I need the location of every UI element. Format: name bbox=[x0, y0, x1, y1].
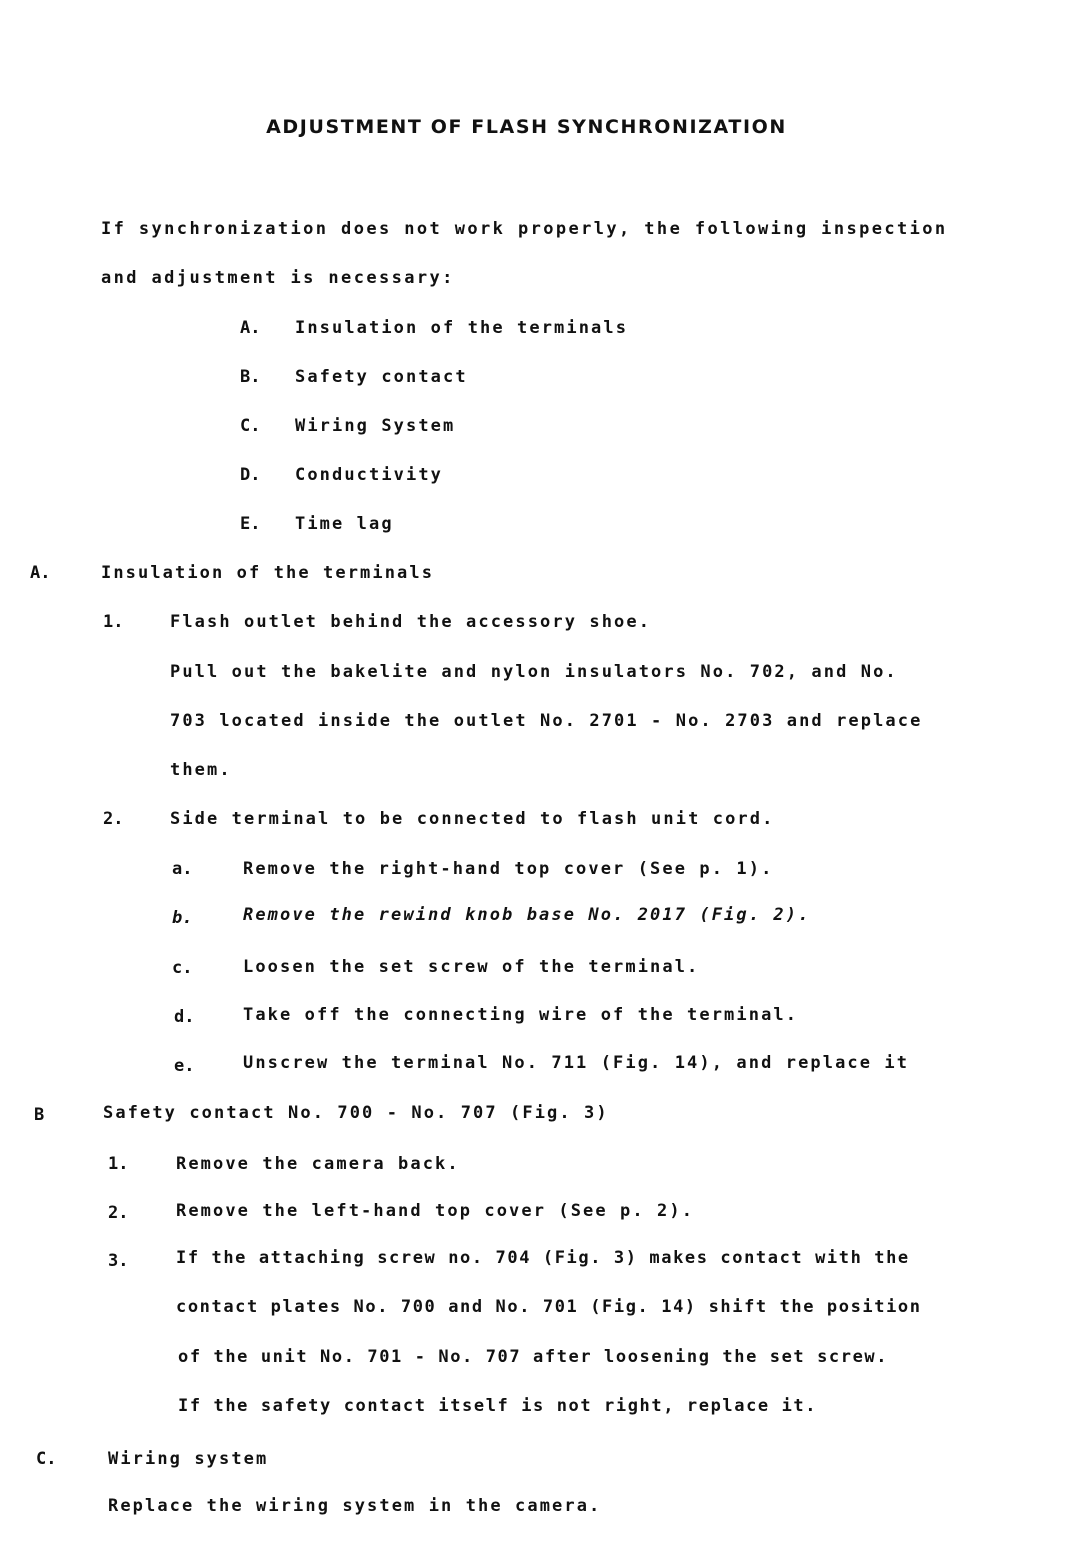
section-b-item-3-line-1: If the attaching screw no. 704 (Fig. 3) makes contact with the bbox=[176, 1248, 910, 1268]
step-a-text: Remove the right-hand top cover (See p. 1). bbox=[243, 859, 774, 879]
section-b-item-3-marker: 3. bbox=[108, 1251, 129, 1271]
section-b-item-1-marker: 1. bbox=[108, 1154, 129, 1174]
section-b-marker: B bbox=[34, 1105, 45, 1125]
toc-item-e: Time lag bbox=[295, 514, 394, 534]
step-b-marker: b. bbox=[172, 908, 193, 928]
toc-marker-e: E. bbox=[240, 514, 261, 534]
section-a-item-1-body-2: 703 located inside the outlet No. 2701 - No. 2703 and replace bbox=[170, 711, 923, 731]
section-b-item-3-line-2: contact plates No. 700 and No. 701 (Fig. 14) shift the position bbox=[176, 1297, 922, 1317]
section-c-marker: C. bbox=[36, 1449, 57, 1469]
section-b-item-3-line-4: If the safety contact itself is not right, replace it. bbox=[178, 1396, 818, 1416]
intro-line-1: If synchronization does not work properly, the following inspection bbox=[101, 219, 948, 239]
section-b-heading: Safety contact No. 700 - No. 707 (Fig. 3) bbox=[103, 1103, 609, 1123]
toc-marker-c: C. bbox=[240, 416, 261, 436]
section-c-heading: Wiring system bbox=[108, 1449, 269, 1469]
step-b-text: Remove the rewind knob base No. 2017 (Fig. 2). bbox=[243, 905, 811, 925]
section-a-item-2-title: Side terminal to be connected to flash unit cord. bbox=[170, 809, 775, 829]
section-b-item-1-text: Remove the camera back. bbox=[176, 1154, 460, 1174]
section-c-body: Replace the wiring system in the camera. bbox=[108, 1496, 602, 1516]
section-b-item-2-marker: 2. bbox=[108, 1203, 129, 1223]
toc-item-c: Wiring System bbox=[295, 416, 456, 436]
section-a-marker: A. bbox=[30, 563, 51, 583]
toc-item-d: Conductivity bbox=[295, 465, 444, 485]
section-a-item-1-marker: 1. bbox=[103, 612, 124, 632]
step-d-marker: d. bbox=[174, 1007, 195, 1027]
toc-marker-a: A. bbox=[240, 318, 261, 338]
section-b-item-3-line-3: of the unit No. 701 - No. 707 after loosening the set screw. bbox=[178, 1347, 889, 1367]
section-b-item-2-text: Remove the left-hand top cover (See p. 2). bbox=[176, 1201, 695, 1221]
section-a-item-2-marker: 2. bbox=[103, 809, 124, 829]
section-a-item-1-body-3: them. bbox=[170, 760, 232, 780]
intro-line-2: and adjustment is necessary: bbox=[101, 268, 455, 288]
toc-item-a: Insulation of the terminals bbox=[295, 318, 629, 338]
step-a-marker: a. bbox=[172, 859, 193, 879]
step-e-text: Unscrew the terminal No. 711 (Fig. 14), and replace it bbox=[243, 1053, 910, 1073]
page-title: ADJUSTMENT OF FLASH SYNCHRONIZATION bbox=[266, 116, 787, 138]
step-e-marker: e. bbox=[174, 1056, 195, 1076]
toc-item-b: Safety contact bbox=[295, 367, 468, 387]
step-c-marker: c. bbox=[172, 958, 193, 978]
section-a-item-1-body-1: Pull out the bakelite and nylon insulators No. 702, and No. bbox=[170, 662, 898, 682]
toc-marker-d: D. bbox=[240, 465, 261, 485]
section-a-item-1-title: Flash outlet behind the accessory shoe. bbox=[170, 612, 652, 632]
step-c-text: Loosen the set screw of the terminal. bbox=[243, 957, 700, 977]
toc-marker-b: B. bbox=[240, 367, 261, 387]
step-d-text: Take off the connecting wire of the terminal. bbox=[243, 1005, 799, 1025]
section-a-heading: Insulation of the terminals bbox=[101, 563, 435, 583]
